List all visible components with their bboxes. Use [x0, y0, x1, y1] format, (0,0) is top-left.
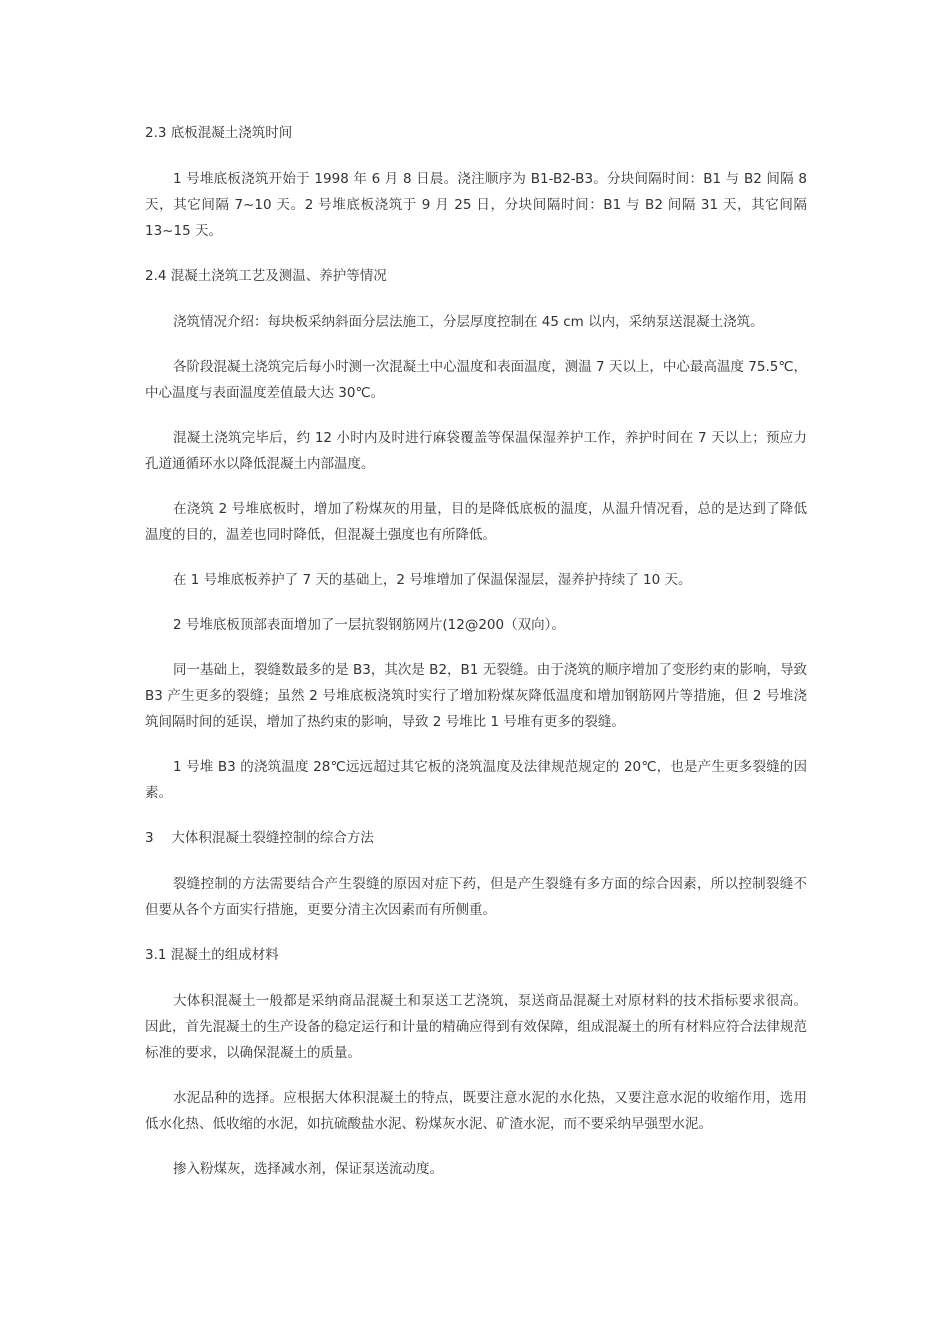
paragraph-fly-ash: 在浇筑 2 号堆底板时，增加了粉煤灰的用量，目的是降低底板的温度，从温升情况看，总的是达到了降低温度的目的，温差也同时降低，但混凝土强度也有所降低。 [145, 501, 807, 543]
paragraph-crack-analysis: 同一基础上，裂缝数最多的是 B3，其次是 B2，B1 无裂缝。由于浇筑的顺序增加了变形约束的影响，导致 B3 产生更多的裂缝；虽然 2 号堆底板浇筑时实行了增加粉煤灰降低温度和增加钢筋网片等措施，但 2 号堆浇筑间隔时间的延误，增加了热约束的影响，导致 2 号堆比 1 号堆有更多的裂缝。 [145, 662, 807, 730]
paragraph-pour-schedule: 1 号堆底板浇筑开始于 1998 年 6 月 8 日晨。浇注顺序为 B1-B2-B3。分块间隔时间：B1 与 B2 间隔 8 天，其它间隔 7~10 天。2 号堆底板浇筑于 9 月 25 日，分块间隔时间：B1 与 B2 间隔 31 天，其它间隔 13~15 天。 [145, 171, 807, 239]
paragraph-mesh: 2 号堆底板顶部表面增加了一层抗裂钢筋网片(12@200（双向）。 [173, 617, 565, 633]
section-heading-2-4: 2.4 混凝土浇筑工艺及测温、养护等情况 [145, 268, 387, 284]
paragraph-admixtures: 掺入粉煤灰，选择减水剂，保证泵送流动度。 [173, 1161, 443, 1177]
section-heading-2-3: 2.3 底板混凝土浇筑时间 [145, 125, 293, 141]
paragraph-cement-selection: 水泥品种的选择。应根据大体积混凝土的特点，既要注意水泥的水化热，又要注意水泥的收缩作用，选用低水化热、低收缩的水泥，如抗硫酸盐水泥、粉煤灰水泥、矿渣水泥，而不要采纳早强型水泥。 [145, 1090, 807, 1132]
paragraph-temperature-measurement: 各阶段混凝土浇筑完后每小时测一次混凝土中心温度和表面温度，测温 7 天以上，中心最高温度 75.5℃，中心温度与表面温度差值最大达 30℃。 [145, 359, 807, 401]
paragraph-curing: 混凝土浇筑完毕后，约 12 小时内及时进行麻袋覆盖等保温保湿养护工作，养护时间在 7 天以上；预应力孔道通循环水以降低混凝土内部温度。 [145, 430, 807, 472]
paragraph-pour-method: 浇筑情况介绍：每块板采纳斜面分层法施工，分层厚度控制在 45 cm 以内，采纳泵送混凝土浇筑。 [173, 314, 764, 330]
paragraph-moist-curing: 在 1 号堆底板养护了 7 天的基础上，2 号堆增加了保温保湿层，湿养护持续了 10 天。 [173, 572, 692, 588]
paragraph-pour-temperature: 1 号堆 B3 的浇筑温度 28℃远远超过其它板的浇筑温度及法律规范规定的 20℃，也是产生更多裂缝的因素。 [145, 759, 807, 801]
section-heading-3: 3 大体积混凝土裂缝控制的综合方法 [145, 830, 374, 846]
document-page [145, 120, 807, 1201]
section-heading-3-1: 3.1 混凝土的组成材料 [145, 947, 279, 963]
paragraph-materials: 大体积混凝土一般都是采纳商品混凝土和泵送工艺浇筑，泵送商品混凝土对原材料的技术指标要求很高。因此，首先混凝土的生产设备的稳定运行和计量的精确应得到有效保障，组成混凝土的所有材料应符合法律规范标准的要求，以确保混凝土的质量。 [145, 993, 807, 1061]
paragraph-control-approach: 裂缝控制的方法需要结合产生裂缝的原因对症下药，但是产生裂缝有多方面的综合因素，所以控制裂缝不但要从各个方面实行措施，更要分清主次因素而有所侧重。 [145, 876, 807, 918]
